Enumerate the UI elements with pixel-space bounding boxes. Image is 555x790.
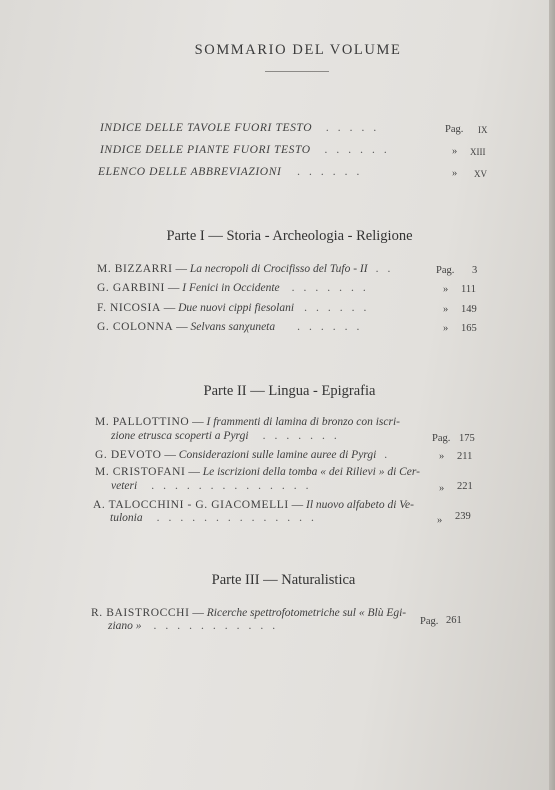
entry-title-continued: ziano » ........... [108,620,285,632]
entry-author: M. BIZZARRI [97,263,173,275]
toc-entry: R. BAISTROCCHI — Ricerche spettrofotometriche sul « Blù Egi- [91,607,407,619]
page-number: XIII [470,147,486,157]
page-number: 261 [446,615,462,626]
toc-entry: M. CRISTOFANI — Le iscrizioni della tomba « dei Rilievi » di Cer- [95,466,420,478]
toc-entry: M. PALLOTTINO — I frammenti di lamina di bronzo con iscri- [95,416,400,428]
page-number: XV [474,169,487,179]
page-prefix: Pag. [420,616,439,627]
page-number: 175 [459,433,475,444]
page-number: IX [478,125,488,135]
page-prefix: » [443,304,449,315]
entry-title: Due nuovi cippi fiesolani [178,302,295,314]
page-prefix: » [439,451,445,462]
entry-author: F. NICOSIA [97,302,161,314]
entry-title: I frammenti di lamina di bronzo con iscri- [206,416,400,428]
page-prefix: » [439,483,445,494]
entry-title: Selvans sanχuneta [190,321,276,333]
page-number: 111 [461,284,476,295]
entry-author: A. TALOCCHINI - G. GIACOMELLI [93,499,289,511]
entry-title-continued: tulonia .............. [110,512,323,524]
toc-entry: A. TALOCCHINI - G. GIACOMELLI — Il nuovo alfabeto di Ve- [93,499,414,511]
page-number: 165 [461,323,477,334]
page-prefix: » [443,284,449,295]
page-number: 239 [455,511,471,522]
front-matter-item: ELENCO DELLE ABBREVIAZIONI ...... [98,166,369,178]
page-prefix: » [452,168,458,179]
entry-author: G. COLONNA [97,321,174,333]
page-number: 221 [457,481,473,492]
entry-title: Ricerche spettrofotometriche sul « Blù Egi- [206,607,407,619]
page-number: 149 [461,304,477,315]
toc-entry: G. GARBINI — I Fenici in Occidente ....... [97,282,375,294]
front-matter-item: INDICE DELLE TAVOLE FUORI TESTO ..... [100,122,386,134]
entry-title: La necropoli di Crocifisso del Tufo - II [189,263,368,275]
entry-author: G. GARBINI [97,282,165,294]
entry-title-continued: zione etrusca scoperti a Pyrgi ....... [111,430,346,442]
entry-title-continued: veteri .............. [111,480,318,492]
entry-author: R. BAISTROCCHI [91,607,190,619]
part-heading: Parte I — Storia - Archeologia - Religione [166,228,413,244]
entry-title: Il nuovo alfabeto di Ve- [306,499,414,511]
entry-author: G. DEVOTO [95,449,162,461]
toc-entry: F. NICOSIA — Due nuovi cippi fiesolani ...... [97,302,376,314]
page-prefix: Pag. [445,124,464,135]
entry-title: I Fenici in Occidente [182,282,280,294]
toc-entry: G. COLONNA — Selvans sanχuneta ...... [97,321,369,333]
front-matter-item: INDICE DELLE PIANTE FUORI TESTO ...... [100,144,396,156]
page-prefix: » [437,515,443,526]
title-rule [265,71,329,72]
entry-title: Considerazioni sulle lamine auree di Pyrgi [178,449,377,461]
part-heading: Parte III — Naturalistica [211,572,356,588]
toc-entry: G. DEVOTO — Considerazioni sulle lamine auree di Pyrgi . [95,449,397,461]
page-prefix: » [452,146,458,157]
page-number: 211 [457,451,473,462]
volume-title: SOMMARIO DEL VOLUME [194,42,402,58]
entry-author: M. CRISTOFANI [95,466,186,478]
page-prefix: Pag. [436,265,455,276]
toc-entry: M. BIZZARRI — La necropoli di Crocifisso del Tufo - II .. [97,263,400,275]
entry-author: M. PALLOTTINO [95,416,190,428]
page-prefix: » [443,323,449,334]
entry-title: Le iscrizioni della tomba « dei Rilievi » di Cer- [202,466,420,478]
page-number: 3 [472,265,478,276]
part-heading: Parte II — Lingua - Epigrafia [203,383,376,399]
page-prefix: Pag. [432,433,451,444]
